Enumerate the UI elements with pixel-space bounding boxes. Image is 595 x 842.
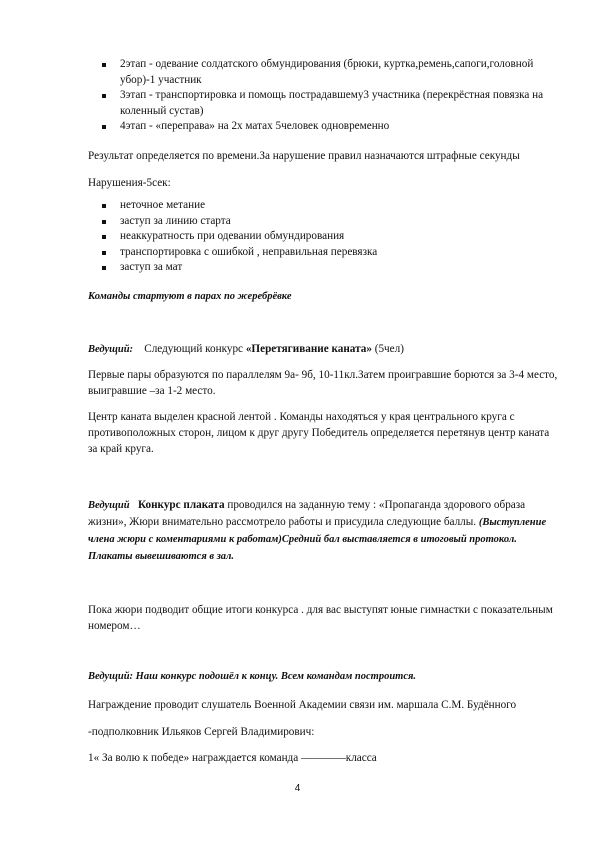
list-item: 4этап - «переправа» на 2х матах 5человек одновременно [88,119,558,135]
rope-paragraph: Центр каната выделен красной лентой . Команды находяться у края центрального круга с противоположных сторон, лицом к друг другу Победитель определяется перетянув центр каната за край круга. [88,411,550,455]
contest-name: Конкурс плаката [137,499,225,511]
list-item: неточное метание [88,198,558,214]
bullet-icon [102,266,106,270]
violations-list [88,198,558,276]
bullet-icon [102,94,106,98]
award-line-2: -подполковник Ильяков Сергей Владимирович: [88,726,315,738]
bullet-icon [102,251,106,255]
host-2-paragraph [88,497,558,565]
pairs-paragraph: Первые пары образуются по параллелям 9а- 9б, 10-11кл.Затем проигравшие борются за 3-4 место, выигравшие –за 1-2 место. [88,369,558,397]
jury-note: (Выступление члена жюри с коментариями к работам)Средний бал выставляется в итоговый протокол. Плакаты вывешиваются в зал. [88,517,547,562]
host-intro: Следующий конкурс [144,343,244,355]
bullet-icon [102,204,106,208]
result-paragraph: Результат определяется по времени.За нарушение правил назначаются штрафные секунды [88,150,520,162]
award-line-1: Награждение проводит слушатель Военной Академии связи им. маршала С.М. Будённого [88,699,517,711]
list-item: 2этап - одевание солдатского обмундирования (брюки, куртка,ремень,сапоги,головной убор)-1 участник [88,57,558,88]
bullet-icon [102,63,106,67]
teams-start-note: Команды стартуют в парах по жеребрёвке [88,291,292,302]
host-1-paragraph [88,341,558,358]
list-item: неаккуратность при одевании обмундирования [88,229,558,245]
host-label: Ведущий [88,500,130,511]
contest-tail: (5чел) [374,343,404,355]
bullet-icon [102,220,106,224]
bullet-icon [102,125,106,129]
page-number: 4 [294,783,301,794]
award-line-3: 1« За волю к победе» награждается команда ————класса [88,752,377,764]
bullet-icon [102,235,106,239]
contest-name: «Перетягивание каната» [245,343,372,355]
list-item: заступ за мат [88,260,558,276]
jury-paragraph: Пока жюри подводит общие итоги конкурса . для вас выступят юные гимнастки с показательным номером… [88,604,553,632]
stages-list [88,57,558,135]
host-label: Ведущий: [88,344,134,355]
contest-description: проводился на заданную тему : «Пропаганда здорового образа жизни», Жюри внимательно рассмотрело работы и присудила следующие баллы. [88,499,526,528]
list-item: 3этап - транспортировка и помощь пострадавшему3 участника (перекрёстная повязка на коленный сустав) [88,88,558,119]
list-item: транспортировка с ошибкой , неправильная перевязка [88,245,558,261]
violations-heading: Нарушения-5сек: [88,177,171,189]
host-3-paragraph: Ведущий: Наш конкурс подошёл к концу. Всем командам построится. [88,671,417,682]
list-item: заступ за линию старта [88,214,558,230]
